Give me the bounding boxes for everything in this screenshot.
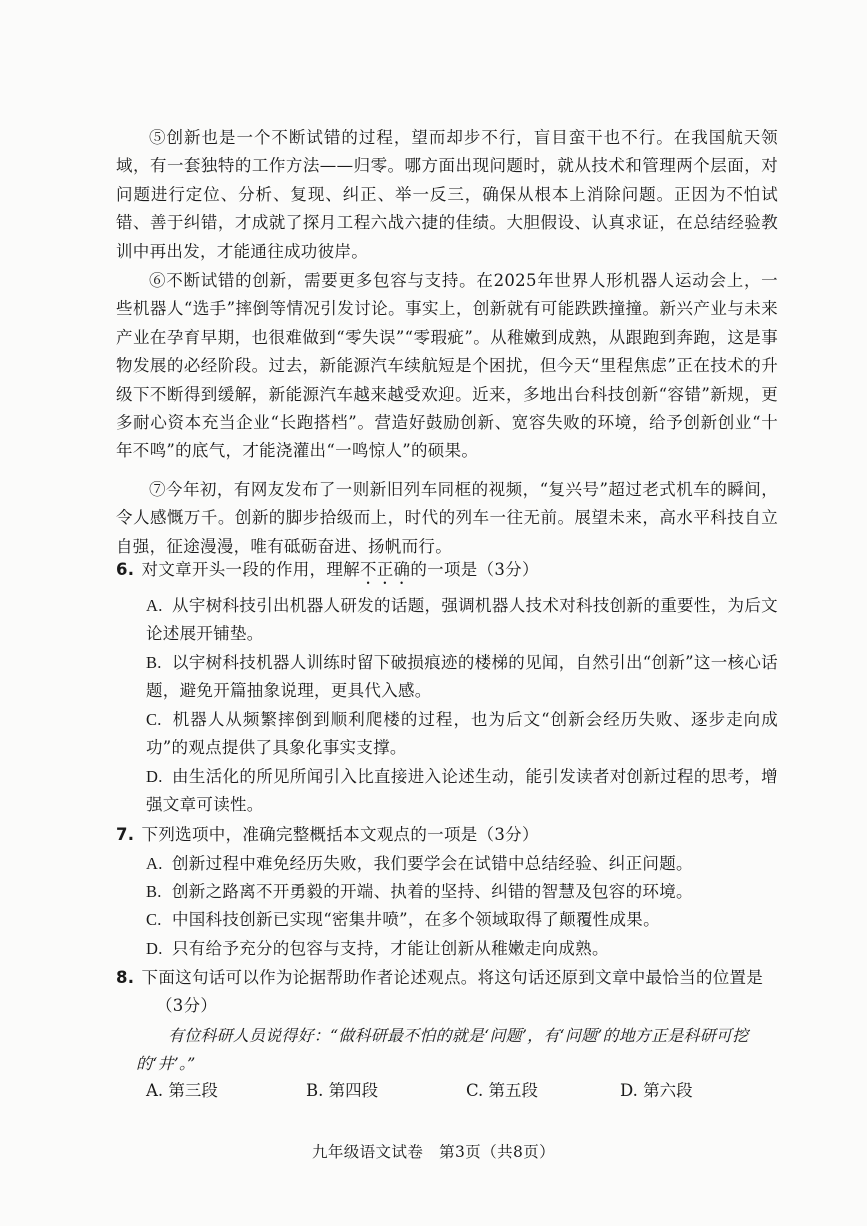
q7-option-d[interactable] <box>146 935 778 963</box>
stem-text: 下面这句话可以作为论据帮助作者论述观点。将这句话还原到文章中最恰当的位置是 <box>141 968 764 987</box>
option-letter: A. <box>146 854 163 873</box>
paragraph-7: ⑦今年初，有网友发布了一则新旧列车同框的视频，“复兴号”超过老式机车的瞬间，令人感慨万千。创新的脚步拾级而上，时代的列车一往无前。展望未来，高水平科技自立自强，征途漫漫，唯有砥砺奋进、扬帆而行。 <box>116 480 778 556</box>
question-number: 8. <box>116 968 135 987</box>
option-letter: D. <box>146 767 163 786</box>
question-number: 7. <box>116 825 135 844</box>
option-letter: B. <box>146 653 162 672</box>
choice-text: 第三段 <box>168 1081 218 1100</box>
option-text: 机器人从频繁摔倒到顺利爬楼的过程，也为后文“创新会经历失败、逐步走向成功”的观点提供了具象化事实支撑。 <box>146 710 778 758</box>
option-text: 创新过程中难免经历失败，我们要学会在试错中总结经验、纠正问题。 <box>172 854 693 873</box>
choice-text: 第六段 <box>643 1081 693 1100</box>
option-letter: A. <box>146 596 163 615</box>
option-text: 只有给予充分的包容与支持，才能让创新从稚嫩走向成熟。 <box>172 939 609 958</box>
q8-choice-a[interactable] <box>146 1077 218 1101</box>
question-7-stem <box>116 821 778 849</box>
stem-part: 对文章开头一段的作用，理解 <box>141 560 360 579</box>
q6-option-d[interactable] <box>146 763 778 820</box>
q6-option-c[interactable] <box>146 706 778 763</box>
q6-option-a[interactable] <box>146 592 778 649</box>
choice-letter: C. <box>466 1081 484 1100</box>
q8-choice-c[interactable] <box>466 1077 538 1101</box>
option-text: 以宇树科技机器人训练时留下破损痕迹的楼梯的见闻，自然引出“创新”这一核心话题，避免开篇抽象说理，更具代入感。 <box>146 653 778 701</box>
q8-choice-d[interactable] <box>620 1077 693 1101</box>
option-text: 从宇树科技引出机器人研发的话题，强调机器人技术对科技创新的重要性，为后文论述展开铺垫。 <box>146 596 778 644</box>
q6-option-b[interactable] <box>146 649 778 706</box>
stem-emphasis: 不正确 <box>359 560 411 579</box>
score-label: （3分） <box>156 996 218 1016</box>
paragraph-5: ⑤创新也是一个不断试错的过程，望而却步不行，盲目蛮干也不行。在我国航天领域，有一套独特的工作方法——归零。哪方面出现问题时，就从技术和管理两个层面，对问题进行定位、分析、复现、纠正、举一反三，确保从根本上消除问题。正因为不怕试错、善于纠错，才成就了探月工程六战六捷的佳绩。大胆假设、认真求证，在总结经验教训中再出发，才能通往成功彼岸。 <box>116 128 778 261</box>
q7-option-b[interactable] <box>146 878 778 906</box>
option-letter: D. <box>146 939 163 958</box>
q8-choices <box>146 1077 786 1105</box>
q7-option-a[interactable] <box>146 850 778 878</box>
choice-text: 第四段 <box>328 1081 379 1100</box>
choice-letter: B. <box>306 1081 324 1100</box>
choice-letter: D. <box>620 1081 638 1100</box>
option-letter: C. <box>146 710 162 729</box>
paragraph-6: ⑥不断试错的创新，需要更多包容与支持。在2025年世界人形机器人运动会上，一些机器人“选手”摔倒等情况引发讨论。事实上，创新就有可能跌跌撞撞。新兴产业与未来产业在孕育早期，也很难做到“零失误”“零瑕疵”。从稚嫩到成熟，从跟跑到奔跑，这是事物发展的必经阶段。过去，新能源汽车续航短是个困扰，但今天“里程焦虑”正在技术的升级下不断得到缓解，新能源汽车越来越受欢迎。近来，多地出台科技创新“容错”新规，更多耐心资本充当企业“长跑搭档”。营造好鼓励创新、宽容失败的环境，给予创新创业“十年不鸣”的底气，才能浇灌出“一鸣惊人”的硕果。 <box>116 271 778 461</box>
quoted-sentence: 有位科研人员说得好：“做科研最不怕的就是‘问题’，有‘问题’的地方正是科研可挖的‘井’。” <box>136 1026 749 1073</box>
question-8-stem <box>116 964 778 1021</box>
option-text: 中国科技创新已实现“密集井喷”，在多个领域取得了颠覆性成果。 <box>172 910 660 929</box>
q7-option-c[interactable] <box>146 906 778 934</box>
q8-choice-b[interactable] <box>306 1077 378 1101</box>
option-letter: C. <box>146 910 162 929</box>
page-footer: 九年级语文试卷 第3页（共8页） <box>311 1143 556 1161</box>
option-text: 创新之路离不开勇毅的开端、执着的坚持、纠错的智慧及包容的环境。 <box>172 882 693 901</box>
question-number: 6. <box>116 560 135 579</box>
stem-part: 的一项是（3分） <box>410 560 539 579</box>
choice-letter: A. <box>146 1081 164 1100</box>
stem-text: 下列选项中，准确完整概括本文观点的一项是（3分） <box>141 825 539 844</box>
option-text: 由生活化的所见所闻引入比直接进入论述生动，能引发读者对创新过程的思考，增强文章可读性。 <box>146 767 778 815</box>
choice-text: 第五段 <box>488 1081 539 1100</box>
question-6-stem <box>116 556 778 588</box>
option-letter: B. <box>146 882 162 901</box>
